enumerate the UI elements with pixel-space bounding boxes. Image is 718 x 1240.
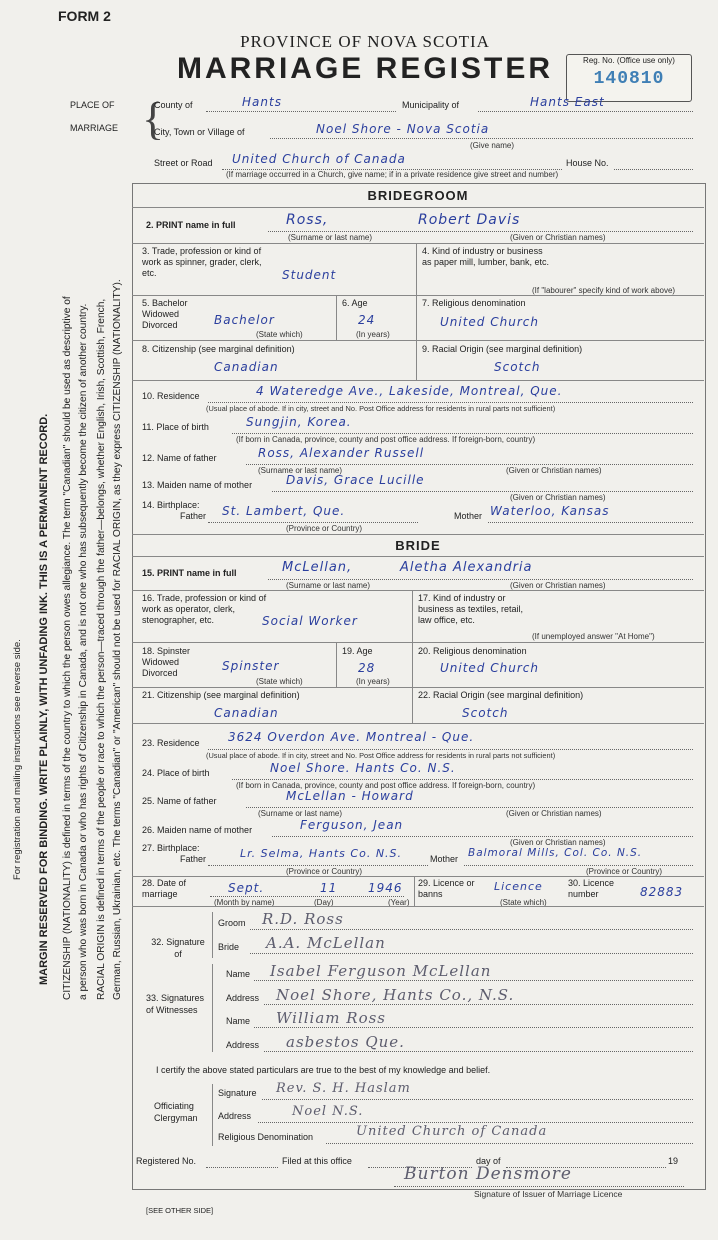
registered-number-label: Registered No. <box>136 1156 197 1166</box>
witness1-name-label: Name <box>226 969 251 979</box>
place-of-label: PLACE OF <box>70 100 115 110</box>
bride-bp-label: 27. Birthplace: <box>142 843 200 853</box>
give-name-caption: (Give name) <box>470 141 515 150</box>
groom-racial-value: Scotch <box>494 360 541 374</box>
province-caption: (Province or Country) <box>586 867 663 876</box>
margin-citizenship-def-1: CITIZENSHIP (NATIONALITY) is defined in terms of the country to which the person owes allegiance. The term "Canadian" should be used as descriptive of <box>62 296 73 1000</box>
witness1-address: Noel Shore, Hants Co., N.S. <box>276 986 515 1004</box>
licence-number-label: 30. Licence number <box>568 878 615 899</box>
witness2-address: asbestos Que. <box>286 1033 405 1051</box>
province-caption: (Province or Country) <box>286 867 363 876</box>
bride-residence-value: 3624 Overdon Ave. Montreal - Que. <box>228 730 475 744</box>
bride-heading: BRIDE <box>395 538 441 553</box>
bride-residence-label: 23. Residence <box>142 738 200 748</box>
witness2-name: William Ross <box>276 1009 386 1027</box>
municipality-value: Hants East <box>530 95 605 109</box>
bride-age-label: 19. Age <box>342 646 373 656</box>
signature-of-label: 32. Signature of <box>151 937 205 959</box>
form-number: FORM 2 <box>58 8 111 24</box>
bride-status-label: 18. Spinster Widowed Divorced <box>142 646 191 678</box>
marriage-label: MARRIAGE <box>70 123 119 133</box>
groom-age-label: 6. Age <box>342 298 368 308</box>
groom-bp-father-value: St. Lambert, Que. <box>222 504 346 518</box>
groom-status-caption: (State which) <box>256 330 303 339</box>
bride-name-label: 15. PRINT name in full <box>142 568 237 578</box>
registered-year: 19 <box>668 1156 679 1166</box>
bride-racial-label: 22. Racial Origin (see marginal definition) <box>418 690 584 700</box>
groom-surname: Ross, <box>286 212 329 228</box>
clergy-denomination: United Church of Canada <box>356 1124 548 1139</box>
clergy-signature-label: Signature <box>218 1088 257 1098</box>
bride-trade-label: 16. Trade, profession or kind of work as operator, clerk, stenographer, etc. <box>142 593 267 625</box>
registration-label: Reg. No. (Office use only) <box>583 56 675 65</box>
groom-citizenship-value: Canadian <box>214 360 279 374</box>
bride-given-names: Aletha Alexandria <box>400 560 533 575</box>
certify-statement: I certify the above stated particulars are true to the best of my knowledge and belief. <box>156 1065 491 1075</box>
bride-citizenship-value: Canadian <box>214 706 279 720</box>
witness-label: 33. Signatures of Witnesses <box>146 993 205 1015</box>
witness2-name-label: Name <box>226 1016 251 1026</box>
street-label: Street or Road <box>154 158 213 168</box>
groom-citizenship-label: 8. Citizenship (see marginal definition) <box>142 344 295 354</box>
groom-age-caption: (In years) <box>356 330 390 339</box>
groom-status-value: Bachelor <box>214 313 275 327</box>
province-heading: PROVINCE OF NOVA SCOTIA <box>240 32 490 51</box>
county-value: Hants <box>242 95 282 109</box>
month-caption: (Month by name) <box>214 898 275 907</box>
bride-racial-value: Scotch <box>462 706 509 720</box>
witness2-address-label: Address <box>226 1040 260 1050</box>
groom-residence-value: 4 Wateredge Ave., Lakeside, Montreal, Que. <box>256 384 563 398</box>
birthplace-caption: (If born in Canada, province, county and post office address. If foreign-born, country) <box>236 781 536 790</box>
given-caption: (Given or Christian names) <box>510 581 606 590</box>
bride-religion-label: 20. Religious denomination <box>418 646 527 656</box>
groom-trade-value: Student <box>282 268 337 282</box>
margin-citizenship-def-2: a person who was born in Canada or who has rights of Citizenship in Canada, and is not one who has subsequently become the citizen of another country. <box>78 303 89 1000</box>
groom-age-value: 24 <box>358 313 376 327</box>
clergy-signature: Rev. S. H. Haslam <box>276 1081 411 1096</box>
bride-mother-label: 26. Maiden name of mother <box>142 825 253 835</box>
groom-father-label: 12. Name of father <box>142 453 217 463</box>
marriage-month: Sept. <box>228 881 265 895</box>
groom-mother-value: Davis, Grace Lucille <box>286 473 425 487</box>
bride-bp-mother-label: Mother <box>430 854 459 864</box>
groom-residence-caption: (Usual place of abode. If in city, street and No. Post Office address for residents in rural parts not sufficient) <box>206 404 556 413</box>
surname-caption: (Surname or last name) <box>258 809 343 818</box>
street-value: United Church of Canada <box>232 152 406 166</box>
city-value: Noel Shore - Nova Scotia <box>316 122 490 136</box>
groom-mother-label: 13. Maiden name of mother <box>142 480 253 490</box>
bride-age-value: 28 <box>358 661 376 675</box>
groom-signature-label: Groom <box>218 918 246 928</box>
bride-citizenship-label: 21. Citizenship (see marginal definition) <box>142 690 300 700</box>
groom-birthplace-caption: (If born in Canada, province, county and post office address. If foreign-born, country) <box>236 435 536 444</box>
page-title: MARRIAGE REGISTER <box>176 52 554 85</box>
licence-number-value: 82883 <box>640 885 684 899</box>
bride-birthplace-value: Noel Shore. Hants Co. N.S. <box>270 761 456 775</box>
given-caption: (Given or Christian names) <box>510 233 606 242</box>
licence-caption: (State which) <box>500 898 547 907</box>
registration-number: 140810 <box>593 69 665 89</box>
status-caption: (State which) <box>256 677 303 686</box>
margin-racial-def-2: German, Russian, Ukrainian, etc. The terms "Canadian" or "American" should not be used for RACIAL ORIGIN, as they express CITIZENSHIP (NATIONALITY). <box>112 279 123 1000</box>
city-label: City, Town or Village of <box>154 127 245 137</box>
groom-trade-label: 3. Trade, profession or kind of work as spinner, grader, clerk, etc. <box>142 246 262 278</box>
margin-racial-def-1: RACIAL ORIGIN is defined in terms of the people or race to which the person—traced through the father—belongs, whether English, Irish, Scottish, French, <box>96 298 107 1000</box>
bride-bp-father-value: Lr. Selma, Hants Co. N.S. <box>240 847 403 860</box>
clergy-address-label: Address <box>218 1111 252 1121</box>
surname-caption: (Surname or last name) <box>258 466 343 475</box>
groom-industry-label: 4. Kind of industry or business as paper mill, lumber, bank, etc. <box>422 246 550 267</box>
witness1-address-label: Address <box>226 993 260 1003</box>
see-other-side: [SEE OTHER SIDE] <box>146 1206 214 1215</box>
day-caption: (Day) <box>314 898 334 907</box>
clergy-address: Noel N.S. <box>292 1104 364 1119</box>
groom-bp-mother-label: Mother <box>454 511 483 521</box>
given-caption: (Given or Christian names) <box>506 466 602 475</box>
municipality-label: Municipality of <box>402 100 460 110</box>
groom-birthplace-value: Sungjin, Korea. <box>246 415 352 429</box>
groom-father-value: Ross, Alexander Russell <box>258 446 425 460</box>
bride-signature: A.A. McLellan <box>266 934 386 952</box>
brace-icon: { <box>142 93 165 144</box>
groom-given-names: Robert Davis <box>418 212 521 228</box>
bride-bp-father-label: Father <box>180 854 207 864</box>
residence-caption: (Usual place of abode. If in city, street and No. Post Office address for residents in rural parts not sufficient) <box>206 751 556 760</box>
given-caption: (Given or Christian names) <box>510 838 606 847</box>
bride-father-value: McLellan - Howard <box>286 789 414 803</box>
given-caption: (Given or Christian names) <box>510 493 606 502</box>
witness1-name: Isabel Ferguson McLellan <box>270 962 492 980</box>
province-caption: (Province or Country) <box>286 524 363 533</box>
year-caption: (Year) <box>388 898 410 907</box>
street-note: (If marriage occurred in a Church, give name; if in a private residence give street and number) <box>226 170 559 179</box>
marriage-day: 11 <box>320 881 338 895</box>
bride-industry-label: 17. Kind of industry or business as textiles, retail, law office, etc. <box>418 593 524 625</box>
groom-religion-value: United Church <box>440 315 539 329</box>
margin-mailing-note: For registration and mailing instructions see reverse side. <box>12 639 23 880</box>
issuer-caption: Signature of Issuer of Marriage Licence <box>474 1189 623 1199</box>
house-label: House No. <box>566 158 609 168</box>
date-label: 28. Date of marriage <box>142 878 187 899</box>
groom-residence-label: 10. Residence <box>142 391 200 401</box>
bride-signature-label: Bride <box>218 942 240 952</box>
bride-surname: McLellan, <box>282 560 353 575</box>
bride-trade-value: Social Worker <box>262 614 358 628</box>
licence-label: 29. Licence or banns <box>418 878 475 899</box>
bride-birthplace-label: 24. Place of birth <box>142 768 210 778</box>
licence-value: Licence <box>494 880 543 893</box>
surname-caption: (Surname or last name) <box>286 581 371 590</box>
county-label: County of <box>154 100 193 110</box>
groom-religion-label: 7. Religious denomination <box>422 298 526 308</box>
surname-caption: (Surname or last name) <box>288 233 373 242</box>
filed-label: Filed at this office <box>282 1156 352 1166</box>
age-caption: (In years) <box>356 677 390 686</box>
groom-signature: R.D. Ross <box>262 910 344 928</box>
groom-racial-label: 9. Racial Origin (see marginal definition) <box>422 344 583 354</box>
groom-status-label: 5. Bachelor Widowed Divorced <box>142 298 188 330</box>
margin-binding-note: MARGIN RESERVED FOR BINDING. WRITE PLAINLY, WITH UNFADING INK. THIS IS A PERMANENT RECORD. <box>38 413 50 985</box>
groom-industry-caption: (If "labourer" specify kind of work above) <box>532 286 676 295</box>
bride-status-value: Spinster <box>222 659 280 673</box>
marriage-year: 1946 <box>368 881 403 895</box>
groom-bp-father-label: Father <box>180 511 207 521</box>
bride-mother-value: Ferguson, Jean <box>300 818 404 832</box>
bridegroom-heading: BRIDEGROOM <box>367 188 469 203</box>
groom-bp-label: 14. Birthplace: <box>142 500 200 510</box>
bride-father-label: 25. Name of father <box>142 796 217 806</box>
given-caption: (Given or Christian names) <box>506 809 602 818</box>
groom-birthplace-label: 11. Place of birth <box>142 422 209 432</box>
bride-bp-mother-value: Balmoral Mills, Col. Co. N.S. <box>468 847 643 859</box>
issuer-signature: Burton Densmore <box>404 1164 572 1184</box>
clergy-denomination-label: Religious Denomination <box>218 1132 314 1142</box>
bride-religion-value: United Church <box>440 661 539 675</box>
bride-industry-caption: (If unemployed answer "At Home") <box>532 632 655 641</box>
clergyman-label: Officiating Clergyman <box>154 1101 198 1123</box>
groom-bp-mother-value: Waterloo, Kansas <box>490 504 610 518</box>
groom-name-label: 2. PRINT name in full <box>146 220 236 230</box>
day-of-label: day of <box>476 1156 501 1166</box>
